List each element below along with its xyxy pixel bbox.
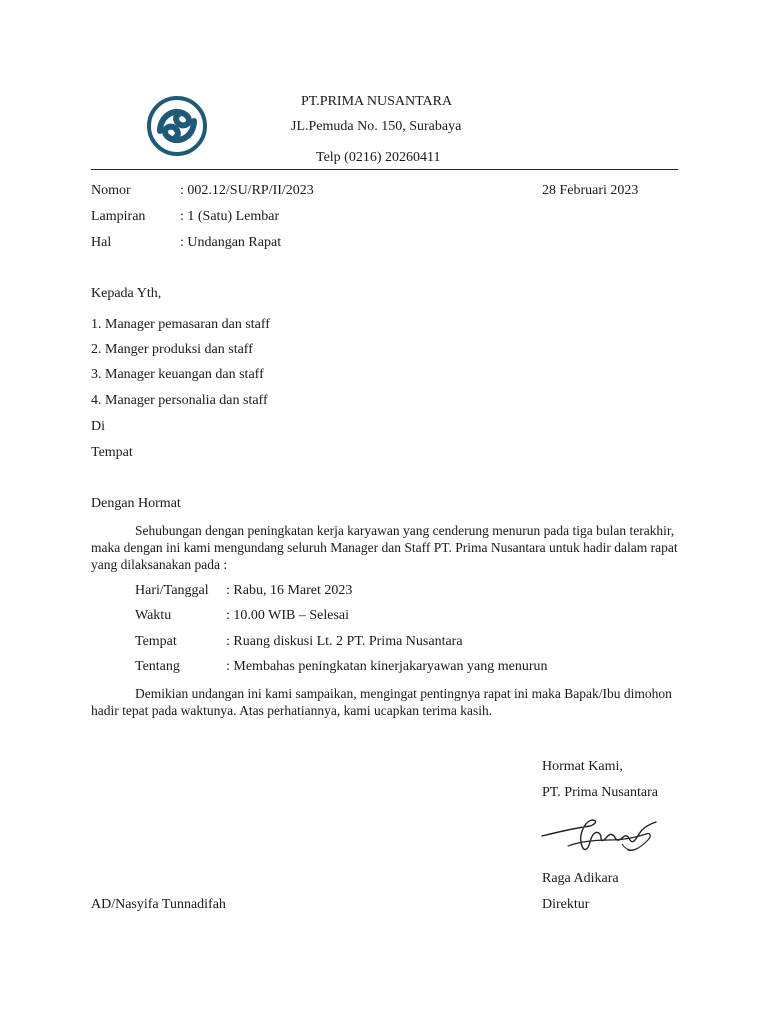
company-address: JL.Pemuda No. 150, Surabaya	[291, 119, 462, 134]
recipient-di: Di	[91, 419, 105, 434]
handwritten-signature	[538, 806, 664, 868]
meta-value-hal: : Undangan Rapat	[180, 235, 282, 250]
signer-title: Direktur	[542, 897, 590, 912]
closing-paragraph: Demikian undangan ini kami sampaikan, mengingat pentingnya rapat ini maka Bapak/Ibu dimohon hadir tepat pada waktunya. Atas perhatiannya, kami ucapkan terima kasih.	[91, 686, 672, 718]
letterhead-divider	[91, 169, 678, 170]
recipient-item: 4. Manager personalia dan staff	[91, 393, 268, 408]
meta-label-nomor: Nomor	[91, 183, 131, 198]
recipient-item: 2. Manger produksi dan staff	[91, 342, 253, 357]
detail-label: Waktu	[135, 608, 172, 623]
company-phone: Telp (0216) 20260411	[316, 150, 441, 165]
signer-name: Raga Adikara	[542, 871, 619, 886]
company-name: PT.PRIMA NUSANTARA	[301, 94, 453, 109]
typist-initials: AD/Nasyifa Tunnadifah	[91, 897, 226, 912]
recipient-item: 1. Manager pemasaran dan staff	[91, 317, 270, 332]
detail-value: : Membahas peningkatan kinerjakaryawan yang menurun	[226, 659, 548, 674]
recipient-tempat: Tempat	[91, 445, 133, 460]
detail-value: : 10.00 WIB – Selesai	[226, 608, 350, 623]
meta-value-lampiran: : 1 (Satu) Lembar	[180, 209, 280, 224]
salutation: Dengan Hormat	[91, 496, 181, 511]
meta-value-nomor: : 002.12/SU/RP/II/2023	[180, 183, 314, 198]
meta-label-hal: Hal	[91, 235, 112, 250]
greeting: Kepada Yth,	[91, 286, 162, 301]
meta-label-lampiran: Lampiran	[91, 209, 146, 224]
detail-label: Tempat	[135, 634, 177, 649]
detail-label: Hari/Tanggal	[135, 583, 209, 598]
regards: Hormat Kami,	[542, 759, 623, 774]
detail-value: : Rabu, 16 Maret 2023	[226, 583, 353, 598]
detail-value: : Ruang diskusi Lt. 2 PT. Prima Nusantara	[226, 634, 463, 649]
signer-company: PT. Prima Nusantara	[542, 785, 658, 800]
letter-date: 28 Februari 2023	[542, 183, 639, 198]
intro-paragraph: Sehubungan dengan peningkatan kerja karyawan yang cenderung menurun pada tiga bulan terakhir, maka dengan ini kami mengundang seluruh Manager dan Staff PT. Prima Nusantara untuk hadir dalam rapat yang dilaksanakan pada :	[91, 523, 678, 572]
recipient-item: 3. Manager keuangan dan staff	[91, 367, 264, 382]
swirl-logo-icon	[146, 95, 208, 157]
detail-label: Tentang	[135, 659, 180, 674]
